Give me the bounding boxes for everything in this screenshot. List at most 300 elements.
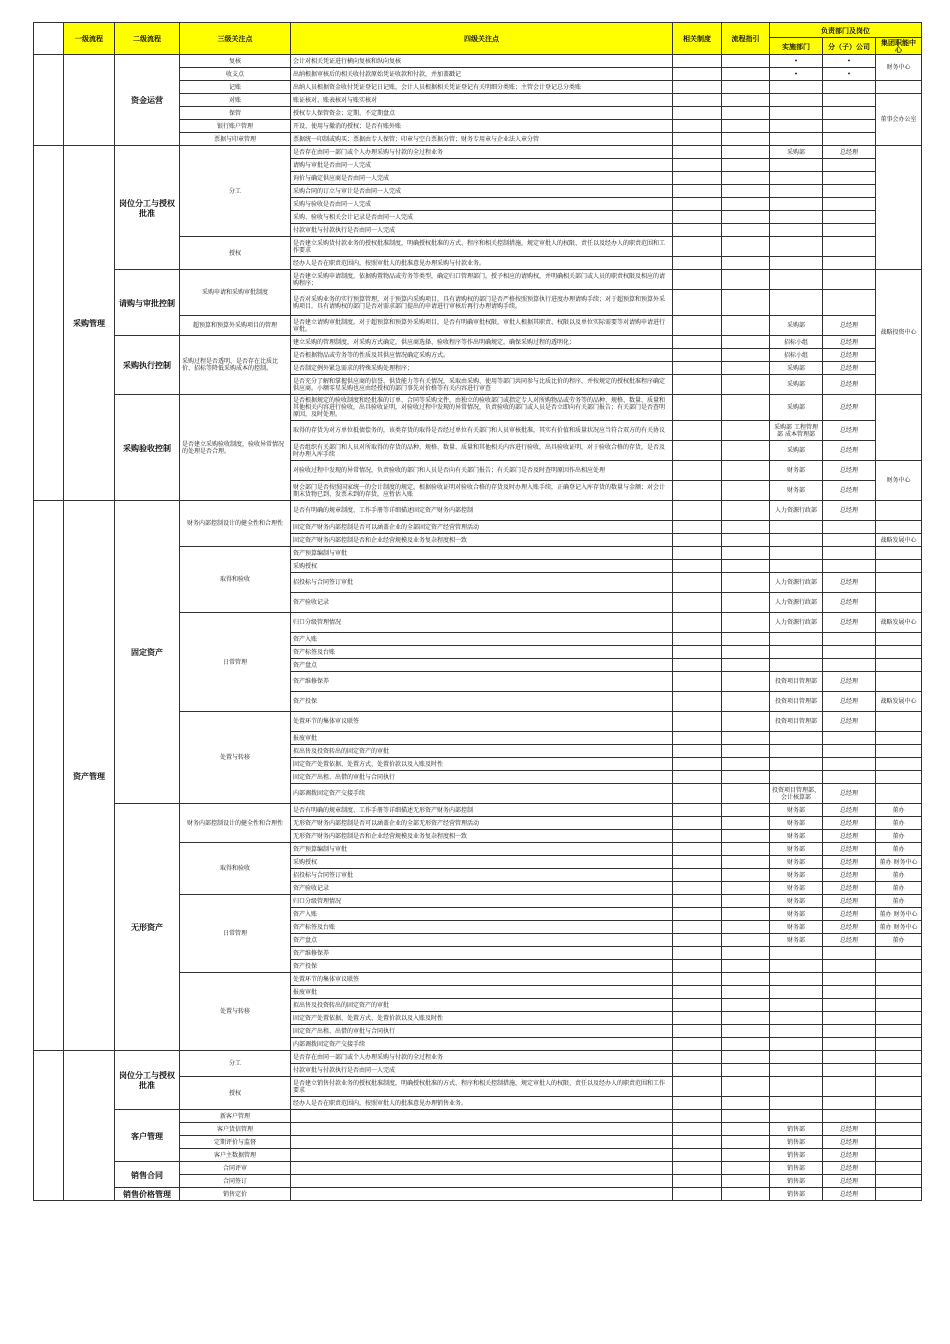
system-cell: [673, 547, 722, 560]
branch-cell: [823, 534, 876, 547]
guide-cell: [722, 646, 770, 659]
level4-cell: 经办人是否在职责范围内，按照审批人的批准意见办理采购与付款业务。: [291, 257, 673, 270]
impl-dept-cell: 投资项目管理部: [770, 712, 823, 732]
group-center-cell: [876, 960, 922, 973]
group-center-cell: [876, 1097, 922, 1110]
group-center-cell: [876, 146, 922, 270]
guide-cell: [722, 672, 770, 692]
system-cell: [673, 856, 722, 869]
guide-cell: [722, 745, 770, 758]
system-cell: [673, 146, 722, 159]
group-center-cell: [876, 999, 922, 1012]
level4-cell: 开设、使用与撤消的授权；是否有账外账: [291, 120, 673, 133]
level3-cell: 对账: [180, 94, 291, 107]
level4-cell: 采购、验收与相关会计记录是否由同一人完成: [291, 211, 673, 224]
level4-cell: 出纳人员根据资金收付凭证登记日记账，会计人员根据相关凭证登记有关明细分类账；主管会计登记总分类账: [291, 81, 673, 94]
level4-cell: 是否建立采购申请制度，依据购置物品或劳务等类型，确定归口管理部门，授予相应的请购权，并明确相关部门或人员的职责权限及相应的请购程序；: [291, 270, 673, 290]
branch-cell: 总经理: [823, 921, 876, 934]
guide-cell: [722, 659, 770, 672]
group-center-cell: 董办: [876, 934, 922, 947]
guide-cell: [722, 1051, 770, 1064]
branch-cell: [823, 120, 876, 133]
guide-cell: [722, 501, 770, 521]
level4-cell: 会计对相关凭证进行横向复核和纵向复核: [291, 55, 673, 68]
level2-cell: 采购执行控制: [115, 336, 180, 395]
table-row: [34, 1051, 922, 1064]
branch-cell: [823, 1025, 876, 1038]
header-group-center: 集团职能中心: [876, 38, 922, 55]
level4-cell: 报废审批: [291, 732, 673, 745]
guide-cell: [722, 172, 770, 185]
system-cell: [673, 882, 722, 895]
system-cell: [673, 960, 722, 973]
guide-cell: [722, 395, 770, 421]
level4-cell: [291, 1136, 673, 1149]
level4-cell: 出纳根据审核后的相关收付款原始凭证收款和付款，并加盖戳记: [291, 68, 673, 81]
guide-cell: [722, 349, 770, 362]
guide-cell: [722, 882, 770, 895]
impl-dept-cell: [770, 1110, 823, 1123]
impl-dept-cell: 销售部: [770, 1149, 823, 1162]
branch-cell: [823, 560, 876, 573]
impl-dept-cell: [770, 560, 823, 573]
impl-dept-cell: [770, 198, 823, 211]
group-center-cell: [876, 633, 922, 646]
system-cell: [673, 1136, 722, 1149]
level4-cell: 财会部门是否按照国家统一的会计制度的规定，根据验收证明对验收合格的存货及时办理入账手续，正确登记入库存货的数量与金额；对会计期末货物已到、发票未到的存货，应暂估入账: [291, 481, 673, 501]
impl-dept-cell: [770, 960, 823, 973]
guide-cell: [722, 1149, 770, 1162]
guide-cell: [722, 1188, 770, 1201]
group-center-cell: 董办 财务中心: [876, 921, 922, 934]
level3-cell: 销售定价: [180, 1188, 291, 1201]
level2-cell: 岗位分工与授权批准: [115, 146, 180, 270]
level4-cell: 资产预算编制与审批: [291, 843, 673, 856]
impl-dept-cell: 采购部: [770, 362, 823, 375]
level1-cell: [64, 1051, 115, 1201]
branch-cell: [823, 732, 876, 745]
guide-cell: [722, 441, 770, 461]
level3-cell: 票据与印章管理: [180, 133, 291, 146]
table-row: [34, 1188, 922, 1201]
guide-cell: [722, 1077, 770, 1097]
impl-dept-cell: [770, 133, 823, 146]
branch-cell: 总经理: [823, 1162, 876, 1175]
guide-cell: [722, 999, 770, 1012]
level2-cell: 客户管理: [115, 1110, 180, 1162]
level2-cell: 固定资产: [115, 501, 180, 804]
group-center-cell: [876, 1162, 922, 1175]
level4-cell: 固定资产出租、出借的审批与合同执行: [291, 771, 673, 784]
guide-cell: [722, 68, 770, 81]
system-cell: [673, 316, 722, 336]
branch-cell: [823, 257, 876, 270]
system-cell: [673, 973, 722, 986]
level4-cell: 是否制定例外紧急需求的特殊采购处理程序；: [291, 362, 673, 375]
guide-cell: [722, 481, 770, 501]
system-cell: [673, 270, 722, 290]
branch-cell: 总经理: [823, 692, 876, 712]
level3-cell: 采购过程是否透明、是否存在比质比价、招标等降低采购成本的控制。: [180, 336, 291, 395]
level4-cell: 是否存在由同一部门或个人办理采购与付款的全过程业务: [291, 1051, 673, 1064]
group-center-cell: [876, 1123, 922, 1136]
guide-cell: [722, 185, 770, 198]
impl-dept-cell: 销售部: [770, 1123, 823, 1136]
impl-dept-cell: [770, 1025, 823, 1038]
level4-cell: 内部调拨固定资产交接手续: [291, 784, 673, 804]
impl-dept-cell: [770, 270, 823, 290]
table-row: [34, 395, 922, 421]
guide-cell: [722, 1110, 770, 1123]
level3-cell: 取得和验收: [180, 547, 291, 613]
group-center-cell: [876, 521, 922, 534]
impl-dept-cell: [770, 1077, 823, 1097]
guide-cell: [722, 270, 770, 290]
level3-cell: 处置与转移: [180, 973, 291, 1051]
system-cell: [673, 198, 722, 211]
group-center-cell: [876, 732, 922, 745]
impl-dept-cell: 人力资源行政部: [770, 593, 823, 613]
guide-cell: [722, 159, 770, 172]
level4-cell: [291, 1188, 673, 1201]
control-matrix-sheet: [33, 22, 921, 1201]
level4-cell: 固定资产处置依据、处置方式、处置价款以及入账及时性: [291, 758, 673, 771]
branch-cell: 总经理: [823, 1136, 876, 1149]
system-cell: [673, 804, 722, 817]
level4-cell: [291, 1175, 673, 1188]
guide-cell: [722, 869, 770, 882]
system-cell: [673, 986, 722, 999]
guide-cell: [722, 421, 770, 441]
impl-dept-cell: [770, 521, 823, 534]
system-cell: [673, 1162, 722, 1175]
group-center-cell: 战略发展中心: [876, 692, 922, 712]
level4-cell: 资产投保: [291, 692, 673, 712]
guide-cell: [722, 804, 770, 817]
branch-cell: 总经理: [823, 1175, 876, 1188]
branch-cell: [823, 185, 876, 198]
impl-dept-cell: 销售部: [770, 1188, 823, 1201]
system-cell: [673, 1097, 722, 1110]
table-row: [34, 55, 922, 68]
system-cell: [673, 55, 722, 68]
branch-cell: 总经理: [823, 146, 876, 159]
group-center-cell: [876, 712, 922, 732]
header-guide: 流程指引: [722, 23, 770, 55]
system-cell: [673, 895, 722, 908]
group-center-cell: [876, 1051, 922, 1064]
group-center-cell: 董办: [876, 804, 922, 817]
branch-cell: 总经理: [823, 1123, 876, 1136]
system-cell: [673, 771, 722, 784]
guide-cell: [722, 856, 770, 869]
group-center-cell: [876, 986, 922, 999]
level3-cell: 收支点: [180, 68, 291, 81]
level3-cell: 财务内部控制设计的健全性和合理性: [180, 804, 291, 843]
branch-cell: 总经理: [823, 573, 876, 593]
branch-cell: 总经理: [823, 804, 876, 817]
header-level3: 三级关注点: [180, 23, 291, 55]
level4-cell: 付款审批与付款执行是否由同一人完成: [291, 1064, 673, 1077]
impl-dept-cell: 财务部: [770, 856, 823, 869]
branch-cell: [823, 947, 876, 960]
branch-cell: [823, 1077, 876, 1097]
branch-cell: 总经理: [823, 501, 876, 521]
branch-cell: [823, 290, 876, 316]
level4-cell: 报废审批: [291, 986, 673, 999]
system-cell: [673, 461, 722, 481]
table-row: [34, 1162, 922, 1175]
guide-cell: [722, 712, 770, 732]
system-cell: [673, 1149, 722, 1162]
impl-dept-cell: [770, 290, 823, 316]
system-cell: [673, 712, 722, 732]
impl-dept-cell: 财务部: [770, 843, 823, 856]
level4-cell: 采购授权: [291, 560, 673, 573]
branch-cell: 总经理: [823, 593, 876, 613]
guide-cell: [722, 986, 770, 999]
branch-cell: [823, 973, 876, 986]
branch-cell: 总经理: [823, 613, 876, 633]
system-cell: [673, 869, 722, 882]
guide-cell: [722, 237, 770, 257]
impl-dept-cell: [770, 107, 823, 120]
level4-cell: 资产维修保养: [291, 672, 673, 692]
level4-cell: 是否对采购业务的实行预算管理，对于预算内采购项目，具有请购权的部门是否严格按照预算执行进度办理请购手续；对于超预算和预算外采购项目，具有请购权的部门是否对需求部门提出的申请进行审核后再行办理请购手续。: [291, 290, 673, 316]
impl-dept-cell: 招标小组: [770, 336, 823, 349]
impl-dept-cell: [770, 732, 823, 745]
branch-cell: [823, 771, 876, 784]
branch-cell: 总经理: [823, 895, 876, 908]
level4-cell: 固定资产财务内部控制是否可以涵盖企业的全部固定资产经营管理活动: [291, 521, 673, 534]
branch-cell: 总经理: [823, 830, 876, 843]
impl-dept-cell: [770, 159, 823, 172]
guide-cell: [722, 198, 770, 211]
level4-cell: 资产盘点: [291, 934, 673, 947]
level3-cell: 合同评审: [180, 1162, 291, 1175]
level4-cell: 票据统一印制或购买；票据由专人保管；印章与空白票据分管；财务专用章与企业法人章分管: [291, 133, 673, 146]
system-cell: [673, 441, 722, 461]
impl-dept-cell: [770, 659, 823, 672]
level2-cell: 销售价格管理: [115, 1188, 180, 1201]
branch-cell: 总经理: [823, 481, 876, 501]
branch-cell: 总经理: [823, 461, 876, 481]
impl-dept-cell: 财务部: [770, 869, 823, 882]
level4-cell: 资产标签及台账: [291, 646, 673, 659]
level3-cell: 分工: [180, 1051, 291, 1077]
table-row: [34, 804, 922, 817]
system-cell: [673, 1012, 722, 1025]
group-center-cell: 战略发展中心: [876, 613, 922, 633]
impl-dept-cell: 财务部: [770, 804, 823, 817]
group-center-cell: [876, 547, 922, 560]
impl-dept-cell: 财务部: [770, 908, 823, 921]
branch-cell: 总经理: [823, 843, 876, 856]
group-center-cell: [876, 593, 922, 613]
system-cell: [673, 237, 722, 257]
guide-cell: [722, 1038, 770, 1051]
level4-cell: 资产投保: [291, 960, 673, 973]
system-cell: [673, 362, 722, 375]
guide-cell: [722, 947, 770, 960]
system-cell: [673, 501, 722, 521]
branch-cell: [823, 745, 876, 758]
level3-cell: 日常管理: [180, 895, 291, 973]
group-center-cell: [876, 672, 922, 692]
impl-dept-cell: 财务部: [770, 934, 823, 947]
impl-dept-cell: 采购部: [770, 146, 823, 159]
level4-cell: 是否建立销售付款业务的授权批准制度，明确授权批准的方式、程序和相关控制措施，规定审批人的权限、责任以及经办人的职责范围和工作要求: [291, 1077, 673, 1097]
branch-cell: 总经理: [823, 336, 876, 349]
branch-cell: [823, 521, 876, 534]
system-cell: [673, 81, 722, 94]
impl-dept-cell: 采购部: [770, 316, 823, 336]
level4-cell: 资产验收记录: [291, 593, 673, 613]
level3-cell: 是否建立采购验收制度，验收异常情况的处理是否合理。: [180, 395, 291, 501]
system-cell: [673, 593, 722, 613]
impl-dept-cell: [770, 224, 823, 237]
guide-cell: [722, 211, 770, 224]
branch-cell: 总经理: [823, 882, 876, 895]
system-cell: [673, 659, 722, 672]
branch-cell: [823, 198, 876, 211]
level4-cell: 资产验收记录: [291, 882, 673, 895]
level4-cell: 取得的存货为对方单位抵债偿务的，该类存货的取得是否经过单位有关部门和人员审核批准，其实有价值和质量状况应当符合双方的有关协议: [291, 421, 673, 441]
level3-cell: 授权: [180, 237, 291, 270]
branch-cell: [823, 986, 876, 999]
table-row: [34, 1110, 922, 1123]
system-cell: [673, 1110, 722, 1123]
level4-cell: 对验收过程中发现的异常情况，负责验收的部门和人员是否向有关部门报告；有关部门是否及时查明原因作出相应处理: [291, 461, 673, 481]
guide-cell: [722, 1175, 770, 1188]
system-cell: [673, 560, 722, 573]
guide-cell: [722, 560, 770, 573]
impl-dept-cell: 招标小组: [770, 349, 823, 362]
level4-cell: 授权专人保管资金；定期、不定期盘点: [291, 107, 673, 120]
group-center-cell: [876, 1077, 922, 1097]
branch-cell: [823, 547, 876, 560]
guide-cell: [722, 1136, 770, 1149]
guide-cell: [722, 973, 770, 986]
level3-cell: 财务内部控制设计的健全性和合理性: [180, 501, 291, 547]
guide-cell: [722, 934, 770, 947]
impl-dept-cell: 采购部: [770, 441, 823, 461]
impl-dept-cell: 财务部: [770, 921, 823, 934]
guide-cell: [722, 316, 770, 336]
level4-cell: 招投标与合同签订审批: [291, 869, 673, 882]
group-center-cell: [876, 771, 922, 784]
branch-cell: 总经理: [823, 712, 876, 732]
group-center-cell: 董办: [876, 869, 922, 882]
group-center-cell: 财务中心: [876, 461, 922, 501]
group-center-cell: 董办 财务中心: [876, 856, 922, 869]
level3-cell: 银行账户管理: [180, 120, 291, 133]
impl-dept-cell: 采购部 工程管理部 成本管理部: [770, 421, 823, 441]
blank-col: [34, 1051, 64, 1201]
impl-dept-cell: [770, 547, 823, 560]
impl-dept-cell: 财务部: [770, 461, 823, 481]
system-cell: [673, 521, 722, 534]
branch-cell: [823, 172, 876, 185]
level3-cell: 授权: [180, 1077, 291, 1110]
guide-cell: [722, 960, 770, 973]
level3-cell: 超预算和预算外采购项目的管理: [180, 316, 291, 336]
branch-cell: [823, 1110, 876, 1123]
impl-dept-cell: •: [770, 55, 823, 68]
guide-cell: [722, 534, 770, 547]
system-cell: [673, 613, 722, 633]
branch-cell: [823, 960, 876, 973]
impl-dept-cell: [770, 1097, 823, 1110]
system-cell: [673, 692, 722, 712]
branch-cell: [823, 1051, 876, 1064]
level4-cell: 资产预算编制与审批: [291, 547, 673, 560]
guide-cell: [722, 843, 770, 856]
impl-dept-cell: [770, 172, 823, 185]
guide-cell: [722, 817, 770, 830]
level4-cell: 固定资产处置依据、处置方式、处置价款以及入账及时性: [291, 1012, 673, 1025]
guide-cell: [722, 1064, 770, 1077]
impl-dept-cell: 财务部: [770, 481, 823, 501]
system-cell: [673, 745, 722, 758]
level3-cell: 记账: [180, 81, 291, 94]
level3-cell: 客户主数据管理: [180, 1149, 291, 1162]
level2-cell: 无形资产: [115, 804, 180, 1051]
impl-dept-cell: 财务部: [770, 882, 823, 895]
branch-cell: 总经理: [823, 395, 876, 421]
level4-cell: 拟出售及投资转出的固定资产的审批: [291, 999, 673, 1012]
level4-cell: 资产维修保养: [291, 947, 673, 960]
group-center-cell: [876, 1175, 922, 1188]
level4-cell: 采购与验收是否由同一人完成: [291, 198, 673, 211]
guide-cell: [722, 758, 770, 771]
impl-dept-cell: [770, 94, 823, 107]
table-row: [34, 501, 922, 521]
guide-cell: [722, 573, 770, 593]
system-cell: [673, 732, 722, 745]
branch-cell: [823, 758, 876, 771]
guide-cell: [722, 133, 770, 146]
impl-dept-cell: 财务部: [770, 830, 823, 843]
system-cell: [673, 94, 722, 107]
system-cell: [673, 534, 722, 547]
impl-dept-cell: 财务部: [770, 817, 823, 830]
level4-cell: 经办人是否在职责范围内，按照审批人的批准意见办理销售业务。: [291, 1097, 673, 1110]
branch-cell: [823, 633, 876, 646]
guide-cell: [722, 1097, 770, 1110]
level3-cell: 日常管理: [180, 613, 291, 712]
system-cell: [673, 290, 722, 316]
level4-cell: 请购与审批是否由同一人完成: [291, 159, 673, 172]
impl-dept-cell: [770, 81, 823, 94]
level4-cell: 归口分级管理情况: [291, 895, 673, 908]
branch-cell: •: [823, 68, 876, 81]
header-dept-group: 负责部门及岗位: [770, 23, 922, 38]
branch-cell: 总经理: [823, 784, 876, 804]
impl-dept-cell: 人力资源行政部: [770, 501, 823, 521]
impl-dept-cell: 采购部: [770, 375, 823, 395]
level4-cell: 付款审批与付款执行是否由同一人完成: [291, 224, 673, 237]
group-center-cell: 董办: [876, 895, 922, 908]
guide-cell: [722, 1025, 770, 1038]
branch-cell: 总经理: [823, 1188, 876, 1201]
branch-cell: [823, 1012, 876, 1025]
group-center-cell: [876, 560, 922, 573]
group-center-cell: [876, 1012, 922, 1025]
branch-cell: [823, 1038, 876, 1051]
guide-cell: [722, 830, 770, 843]
table-row: [34, 336, 922, 349]
